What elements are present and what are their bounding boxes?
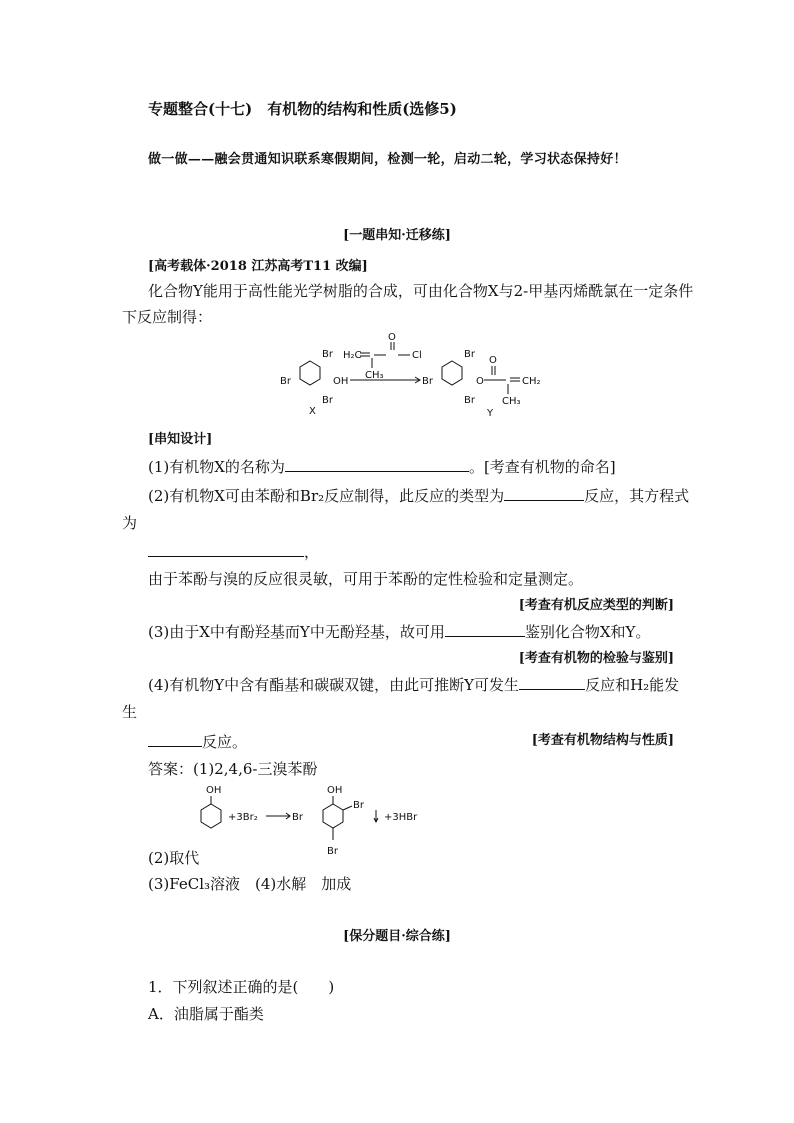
x-oh: OH: [333, 376, 349, 387]
question-2: [148, 485, 689, 506]
question-3: [148, 621, 650, 642]
product-oh: OH: [327, 785, 343, 796]
question-4: [148, 674, 679, 695]
answer-2: (2)取代: [148, 849, 200, 867]
x-br-left: Br: [280, 376, 291, 387]
x-br-top: Br: [322, 349, 333, 360]
answer-1: 答案：(1)2,4,6-三溴苯酚: [148, 760, 318, 778]
question-3-text-b: 鉴别化合物X和Y。: [524, 623, 651, 641]
question-4-text: (4)有机物Y中含有酯基和碳碳双键，由此可推断Y可发生: [148, 676, 520, 694]
design-heading: [串知设计]: [148, 432, 213, 447]
x-br-bottom: Br: [322, 395, 333, 406]
y-ch3: CH₃: [502, 396, 521, 407]
label-y: Y: [487, 408, 494, 419]
question-4-text-c: 反应。: [202, 733, 248, 751]
question-2-note: 由于苯酚与溴的反应很灵敏，可用于苯酚的定性检验和定量测定。: [148, 570, 584, 588]
intro-line-1: 化合物Y能用于高性能光学树脂的合成，可由化合物X与2-甲基丙烯酰氯在一定条件: [148, 282, 694, 300]
reagent-cl: Cl: [412, 350, 422, 361]
plus-br2: +3Br₂: [228, 812, 258, 823]
question-2-text: (2)有机物X可由苯酚和Br₂反应制得，此反应的类型为: [148, 487, 505, 505]
reagent-o: O: [388, 332, 396, 343]
question-4-wrap: 生: [122, 703, 138, 721]
benzene-ring-x: [300, 361, 320, 385]
tag-structure-property: [考查有机物结构与性质]: [531, 733, 674, 748]
question-2-wrap: 为: [122, 514, 138, 532]
label-x: X: [309, 406, 316, 417]
y-carbonyl-o: O: [489, 355, 497, 366]
product-br-right: Br: [353, 800, 364, 811]
section-heading-2: [保分题目·综合练]: [343, 929, 451, 944]
question-1-tag: 。[考查有机物的命名]: [468, 458, 616, 476]
question-2-equation-line: [148, 541, 319, 562]
question-5: 1．下列叙述正确的是( ): [148, 978, 335, 996]
y-ch2: CH₂: [522, 376, 541, 387]
answer-blank-2a[interactable]: [504, 485, 584, 501]
question-4-text-b: 反应和H₂能发: [585, 676, 680, 694]
page-title: 专题整合(十七) 有机物的结构和性质(选修5): [148, 100, 457, 118]
benzene-ring-y: [442, 361, 462, 385]
plus-hbr: +3HBr: [384, 812, 418, 823]
answer-blank-1[interactable]: [285, 456, 469, 472]
question-2-comma: ，: [304, 543, 320, 561]
reaction-scheme: [270, 328, 560, 420]
tag-identification: [考查有机物的检验与鉴别]: [518, 651, 674, 666]
product-br-bottom: Br: [327, 846, 338, 857]
question-1-text: (1)有机物X的名称为: [148, 458, 285, 476]
tagline: 做一做——融会贯通知识联系寒假期间，检测一轮，启动二轮，学习状态保持好！: [148, 152, 627, 167]
question-1: [148, 456, 616, 477]
answer-blank-2b[interactable]: [148, 541, 304, 557]
benzene-ring-product: [323, 804, 343, 828]
question-4-line-2: [148, 731, 247, 752]
reagent-h2c: H₂C: [343, 350, 362, 361]
reagent-ch3: CH₃: [365, 370, 384, 381]
y-br-bottom: Br: [464, 395, 475, 406]
product-br-left: Br: [292, 812, 303, 823]
answer-blank-3[interactable]: [445, 621, 525, 637]
answer-blank-4b[interactable]: [148, 731, 202, 747]
phenol-oh: OH: [206, 785, 222, 796]
question-3-text: (3)由于X中有酚羟基而Y中无酚羟基，故可用: [148, 623, 445, 641]
source-note: [高考载体·2018 江苏高考T11 改编]: [148, 259, 368, 274]
benzene-ring-phenol: [201, 804, 221, 828]
tag-reaction-type: [考查有机反应类型的判断]: [518, 598, 674, 613]
bond-line: [343, 806, 352, 810]
answer-3: (3)FeCl₃溶液 (4)水解 加成: [148, 875, 352, 893]
y-ester-o: O: [476, 376, 484, 387]
answer-blank-4a[interactable]: [519, 674, 585, 690]
answer-equation: [190, 782, 440, 864]
y-br-top: Br: [464, 349, 475, 360]
question-2-text-b: 反应，其方程式: [584, 487, 690, 505]
option-a: A．油脂属于酯类: [148, 1005, 264, 1023]
intro-line-2: 下反应制得：: [122, 308, 213, 326]
section-heading-1: [一题串知·迁移练]: [343, 228, 451, 243]
y-br-left: Br: [422, 376, 433, 387]
